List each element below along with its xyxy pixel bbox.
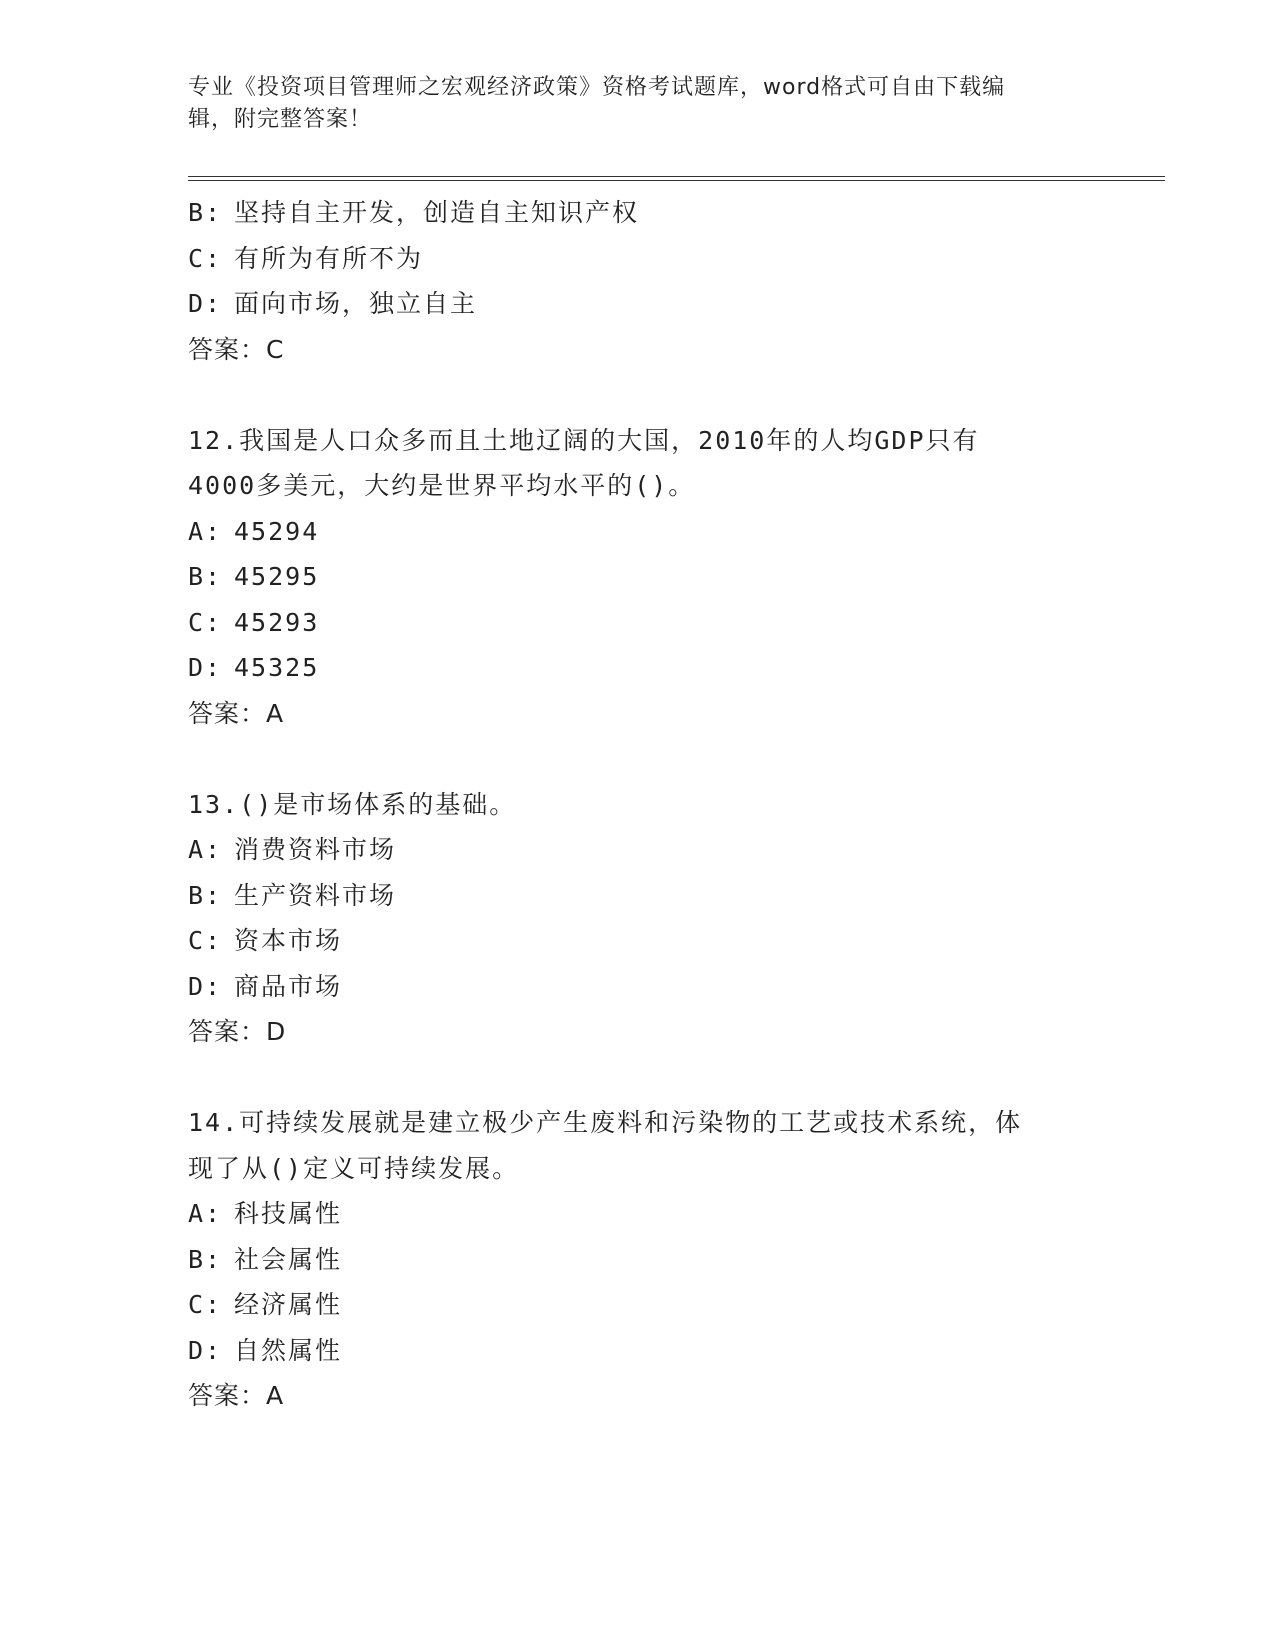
header-line-2: 辑，附完整答案！	[188, 107, 373, 132]
option-c: C: 有所为有所不为	[188, 243, 424, 273]
header-divider	[188, 176, 1165, 181]
option-d: D: 商品市场	[188, 971, 343, 1001]
question-14	[188, 1100, 1088, 1419]
answer: 答案：C	[188, 334, 285, 364]
question-text: 14.可持续发展就是建立极少产生废料和污染物的工艺或技术系统，体 现了从()定义可持续发展。	[188, 1108, 1023, 1183]
option-b: B: 生产资料市场	[188, 880, 397, 910]
option-d: D: 面向市场，独立自主	[188, 289, 478, 318]
option-d: D: 自然属性	[188, 1335, 343, 1365]
answer: 答案：A	[188, 1381, 285, 1410]
answer: 答案：A	[188, 698, 285, 728]
option-a: A: 消费资料市场	[188, 835, 397, 864]
option-a: A: 45294	[188, 516, 320, 546]
option-d: D: 45325	[188, 653, 320, 682]
question-list	[188, 190, 1088, 1419]
option-b: B: 社会属性	[188, 1244, 343, 1274]
question-11-continued	[188, 190, 1088, 372]
question-text: 12.我国是人口众多而且土地辽阔的大国，2010年的人均GDP只有 4000多美元，大约是世界平均水平的()。	[188, 425, 980, 500]
header-line-1: 专业《投资项目管理师之宏观经济政策》资格考试题库，word格式可自由下载编	[188, 75, 1006, 100]
option-c: C: 45293	[188, 607, 320, 637]
option-b: B: 坚持自主开发，创造自主知识产权	[188, 198, 640, 227]
question-12	[188, 418, 1088, 737]
option-c: C: 资本市场	[188, 926, 343, 955]
question-text: 13.()是市场体系的基础。	[188, 789, 517, 819]
option-b: B: 45295	[188, 562, 320, 591]
option-c: C: 经济属性	[188, 1290, 343, 1319]
option-a: A: 科技属性	[188, 1199, 343, 1228]
answer: 答案：D	[188, 1017, 287, 1046]
document-header	[188, 72, 1088, 136]
question-13	[188, 782, 1088, 1055]
